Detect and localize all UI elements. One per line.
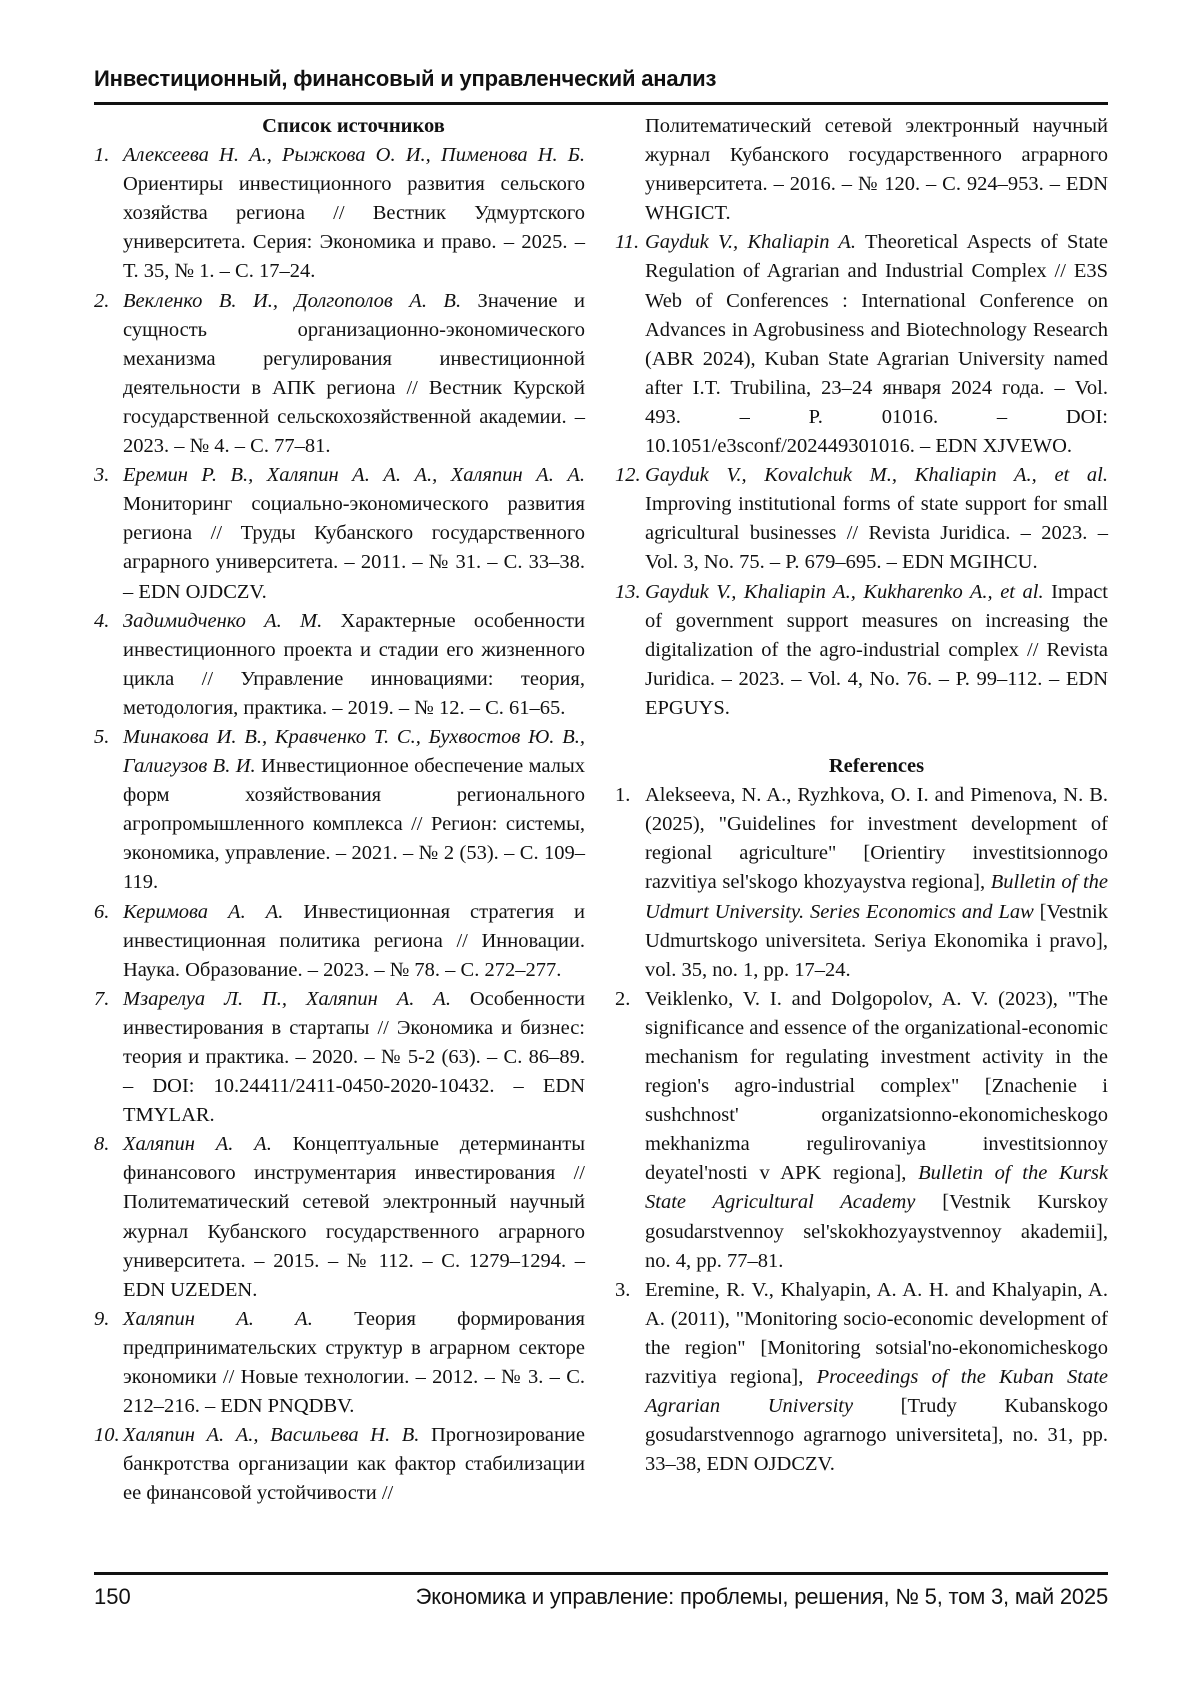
reference-number: 4. [94, 607, 109, 636]
reference-text: [Vestnik Kurskoy gosudarstvennoy sel'skokhozyaystvennoy akademii], no. 4, pp. 77–81. [645, 1191, 1108, 1271]
journal-title: Экономика и управление: проблемы, решения, № 5, том 3, май 2025 [416, 1584, 1108, 1610]
reference-emphasis: Bulletin of the Kursk State Agricultural Academy [645, 1162, 1108, 1213]
reference-emphasis: Халяпин А. А. [123, 1308, 313, 1330]
reference-number: 11. [615, 228, 639, 257]
reference-item [615, 228, 1108, 461]
reference-emphasis: Еремин Р. В., Халяпин А. А. А., Халяпин А. А. [123, 464, 585, 486]
reference-text: Theoretical Aspects of State Regulation of Agrarian and Industrial Complex // E3S Web of Conferences : International Conference on Advances in Agrobusiness and Biotechnology Research (ABR 2024), Kuban State Agrarian University named after I.T. Trubilina, 23–24 января 2024 года. – Vol. 493. – P. 01016. – DOI: 10.1051/e3sconf/202449301016. – EDN XJVEWO. [645, 231, 1108, 457]
references-list [615, 781, 1108, 1479]
header-divider [94, 102, 1108, 105]
reference-item [615, 781, 1108, 985]
reference-text: Improving institutional forms of state support for small agricultural businesses // Revista Juridica. – 2023. – Vol. 3, No. 75. – P. 679–695. – EDN MGIHCU. [645, 493, 1108, 573]
reference-item [615, 985, 1108, 1276]
reference-text: Прогнозирование банкротства организации как фактор стабилизации ее финансовой устойчивости // [123, 1424, 585, 1504]
sources-list [94, 141, 585, 1508]
reference-item [94, 607, 585, 723]
reference-number: 6. [94, 898, 109, 927]
reference-emphasis: Задимидченко А. М. [123, 610, 322, 632]
sources-list-continued [615, 228, 1108, 723]
reference-emphasis: Gayduk V., Khaliapin A. [645, 231, 856, 253]
source-10-continuation: Политематический сетевой электронный научный журнал Кубанского государственного аграрного университета. – 2016. – № 120. – С. 924–953. – EDN WHGICT. [615, 112, 1108, 228]
reference-number: 10. [94, 1421, 120, 1450]
reference-text: Концептуальные детерминанты финансового инструментария инвестирования // Политематический сетевой электронный научный журнал Кубанского государственного аграрного университета. – 2015. – № 112. – С. 1279–1294. – EDN UZEDEN. [123, 1133, 585, 1300]
reference-number: 13. [615, 578, 641, 607]
reference-emphasis: Gayduk V., Khaliapin A., Kukharenko A., et al. [645, 581, 1044, 603]
reference-number: 3. [615, 1276, 630, 1305]
reference-emphasis: Gayduk V., Kovalchuk M., Khaliapin A., et al. [645, 464, 1108, 486]
reference-emphasis: Алексеева Н. А., Рыжкова О. И., Пименова Н. Б. [123, 144, 585, 166]
reference-emphasis: Минакова И. В., Кравченко Т. С., Бухвостов Ю. В., Галигузов В. И. [123, 726, 585, 777]
reference-item [94, 898, 585, 985]
reference-emphasis: Халяпин А. А., Васильева Н. В. [123, 1424, 419, 1446]
reference-text: Инвестиционная стратегия и инвестиционная политика региона // Инновации. Наука. Образование. – 2023. – № 78. – С. 272–277. [123, 901, 585, 981]
reference-emphasis: Керимова А. А. [123, 901, 283, 923]
reference-text: Alekseeva, N. A., Ryzhkova, O. I. and Pimenova, N. B. (2025), "Guidelines for investment development of regional agriculture" [Orientiry investitsionnogo razvitiya sel'skogo khozyaystva regiona], [645, 784, 1108, 893]
reference-number: 8. [94, 1130, 109, 1159]
reference-number: 3. [94, 461, 109, 490]
reference-emphasis: Векленко В. И., Долгополов А. В. [123, 290, 461, 312]
reference-item [94, 287, 585, 462]
reference-text: Теория формирования предпринимательских структур в аграрном секторе экономики // Новые технологии. – 2012. – № 3. – С. 212–216. – EDN PNQDBV. [123, 1308, 585, 1417]
reference-text: Инвестиционное обеспечение малых форм хозяйствования регионального агропромышленного комплекса // Регион: системы, экономика, управление. – 2021. – № 2 (53). – С. 109–119. [123, 755, 585, 893]
reference-number: 1. [94, 141, 109, 170]
reference-item [94, 141, 585, 286]
reference-text: Impact of government support measures on increasing the digitalization of the agro-industrial complex // Revista Juridica. – 2023. – Vol. 4, No. 76. – P. 99–112. – EDN EPGUYS. [645, 581, 1108, 719]
reference-emphasis: Proceedings of the Kuban State Agrarian University [645, 1366, 1108, 1417]
reference-number: 12. [615, 461, 641, 490]
reference-item [94, 1421, 585, 1508]
reference-text: Особенности инвестирования в стартапы // Экономика и бизнес: теория и практика. – 2020. – № 5-2 (63). – С. 86–89. – DOI: 10.24411/2411-0450-2020-10432. – EDN TMYLAR. [123, 988, 585, 1126]
reference-text: Ориентиры инвестиционного развития сельского хозяйства региона // Вестник Удмуртского университета. Серия: Экономика и право. – 2025. – Т. 35, № 1. – С. 17–24. [123, 173, 585, 282]
reference-emphasis: Мзарелуа Л. П., Халяпин А. А. [123, 988, 451, 1010]
reference-text: Veiklenko, V. I. and Dolgopolov, A. V. (2023), "The significance and essence of the organizational-economic mechanism for regulating investment activity in the region's agro-industrial complex" [Znachenie i sushchnost' organizatsionno-ekonomicheskogo mekhanizma regulirovaniya investitsionnoy deyatel'nosti v APK regiona], [645, 988, 1108, 1185]
reference-item [615, 1276, 1108, 1480]
right-column [615, 112, 1108, 1479]
reference-text: Мониторинг социально-экономического развития региона // Труды Кубанского государственного аграрного университета. – 2011. – № 31. – С. 33–38. – EDN OJDCZV. [123, 493, 585, 602]
page-number: 150 [94, 1584, 131, 1610]
reference-number: 1. [615, 781, 630, 810]
reference-item [94, 985, 585, 1130]
reference-item [94, 461, 585, 606]
reference-text: [Vestnik Udmurtskogo universiteta. Seriya Ekonomika i pravo], vol. 35, no. 1, pp. 17–24. [645, 901, 1108, 981]
reference-text: Eremine, R. V., Khalyapin, A. A. H. and Khalyapin, A. A. (2011), "Monitoring socio-economic development of the region" [Monitoring sotsial'no-ekonomicheskogo razvitiya regiona], [645, 1279, 1108, 1388]
reference-text: Значение и сущность организационно-экономического механизма регулирования инвестиционной деятельности в АПК региона // Вестник Курской государственной сельскохозяйственной академии. – 2023. – № 4. – С. 77–81. [123, 290, 585, 457]
reference-number: 2. [94, 287, 109, 316]
reference-text: Характерные особенности инвестиционного проекта и стадии его жизненного цикла // Управление инновациями: теория, методология, практика. – 2019. – № 12. – С. 61–65. [123, 610, 585, 719]
references-heading: References [615, 752, 1108, 781]
reference-item [615, 461, 1108, 577]
reference-number: 9. [94, 1305, 109, 1334]
reference-number: 2. [615, 985, 630, 1014]
reference-item [615, 578, 1108, 723]
sources-heading: Список источников [94, 112, 585, 141]
reference-item [94, 723, 585, 898]
reference-emphasis: Bulletin of the Udmurt University. Series Economics and Law [645, 871, 1108, 922]
left-column [94, 112, 585, 1509]
footer-divider [94, 1572, 1108, 1575]
reference-emphasis: Халяпин А. А. [123, 1133, 272, 1155]
reference-number: 5. [94, 723, 109, 752]
reference-item [94, 1130, 585, 1305]
running-header: Инвестиционный, финансовый и управленческий анализ [94, 66, 716, 92]
reference-text: [Trudy Kubanskogo gosudarstvennogo agrarnogo universiteta], no. 31, pp. 33–38, EDN OJDCZV. [645, 1395, 1108, 1475]
reference-item [94, 1305, 585, 1421]
reference-number: 7. [94, 985, 109, 1014]
